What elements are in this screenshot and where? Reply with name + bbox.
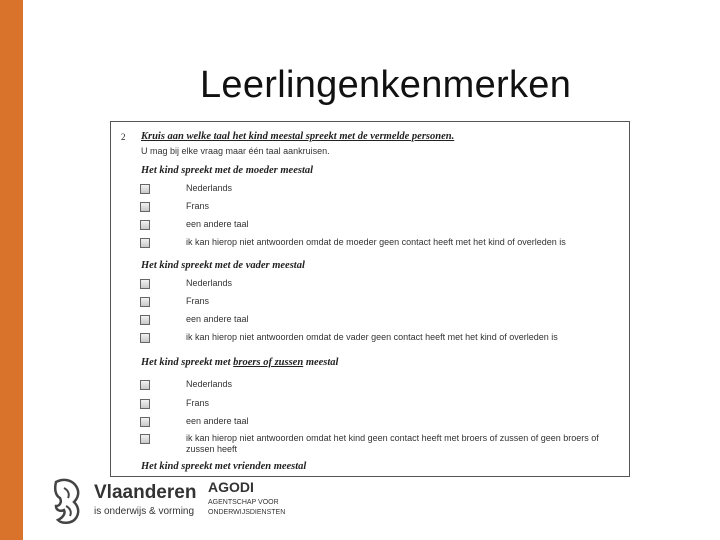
section-heading-mother: Het kind spreekt met de moeder meestal — [141, 165, 314, 176]
checkbox[interactable] — [140, 417, 150, 427]
option-mother-na — [140, 237, 625, 251]
checkbox[interactable] — [140, 220, 150, 230]
sidebar-accent-bar — [0, 0, 23, 540]
checkbox[interactable] — [140, 184, 150, 194]
checkbox[interactable] — [140, 315, 150, 325]
option-siblings-french — [140, 398, 625, 412]
option-mother-french — [140, 201, 625, 215]
question-number: 2 — [121, 132, 126, 142]
option-label: ik kan hierop niet antwoorden omdat de vader geen contact heeft met het kind of overleden is — [186, 332, 558, 342]
option-label: ik kan hierop niet antwoorden omdat de moeder geen contact heeft met het kind of overleden is — [186, 237, 566, 247]
checkbox[interactable] — [140, 380, 150, 390]
checkbox[interactable] — [140, 399, 150, 409]
option-father-other — [140, 314, 625, 328]
option-label: Frans — [186, 201, 210, 211]
checkbox[interactable] — [140, 434, 150, 444]
slide-title: Leerlingenkenmerken — [200, 64, 572, 106]
option-label: Nederlands — [186, 379, 233, 389]
option-label: Frans — [186, 398, 210, 408]
agodi-logo-text: AGODI — [208, 479, 254, 495]
checkbox[interactable] — [140, 202, 150, 212]
option-siblings-dutch — [140, 379, 625, 393]
option-siblings-other — [140, 416, 625, 430]
footer-logos — [50, 476, 350, 540]
option-label: ik kan hierop niet antwoorden omdat het kind geen contact heeft met broers of zussen of geen broers of zussen heeft — [186, 433, 599, 454]
agodi-logo-subtitle: AGENTSCHAP VOOR ONDERWIJSDIENSTEN — [208, 499, 286, 516]
vlaanderen-logo-text: Vlaanderen — [94, 482, 197, 503]
vlaanderen-logo-subtitle: is onderwijs & vorming — [94, 506, 195, 517]
option-label: Nederlands — [186, 278, 233, 288]
checkbox[interactable] — [140, 333, 150, 343]
heading-part: meestal — [303, 357, 339, 368]
option-label: een andere taal — [186, 314, 249, 324]
option-father-dutch — [140, 278, 625, 292]
flemish-lion-icon — [50, 476, 88, 526]
heading-part: Het kind spreekt met — [141, 357, 234, 368]
option-label: een andere taal — [186, 416, 249, 426]
checkbox[interactable] — [140, 279, 150, 289]
questionnaire-scan — [110, 121, 630, 477]
checkbox[interactable] — [140, 238, 150, 248]
question-text: Kruis aan welke taal het kind meestal spreekt met de vermelde personen. — [141, 131, 455, 142]
checkbox[interactable] — [140, 297, 150, 307]
option-father-na — [140, 332, 625, 346]
option-siblings-na — [140, 433, 625, 457]
section-heading-father: Het kind spreekt met de vader meestal — [141, 260, 305, 271]
heading-underlined-part: broers of zussen — [233, 357, 304, 368]
section-heading-friends: Het kind spreekt met vrienden meestal — [141, 461, 307, 472]
option-label: een andere taal — [186, 219, 249, 229]
section-heading-siblings — [141, 357, 338, 368]
option-label: Nederlands — [186, 183, 233, 193]
question-instruction: U mag bij elke vraag maar één taal aankruisen. — [141, 146, 330, 156]
option-mother-other — [140, 219, 625, 233]
option-label: Frans — [186, 296, 210, 306]
option-mother-dutch — [140, 183, 625, 197]
option-father-french — [140, 296, 625, 310]
